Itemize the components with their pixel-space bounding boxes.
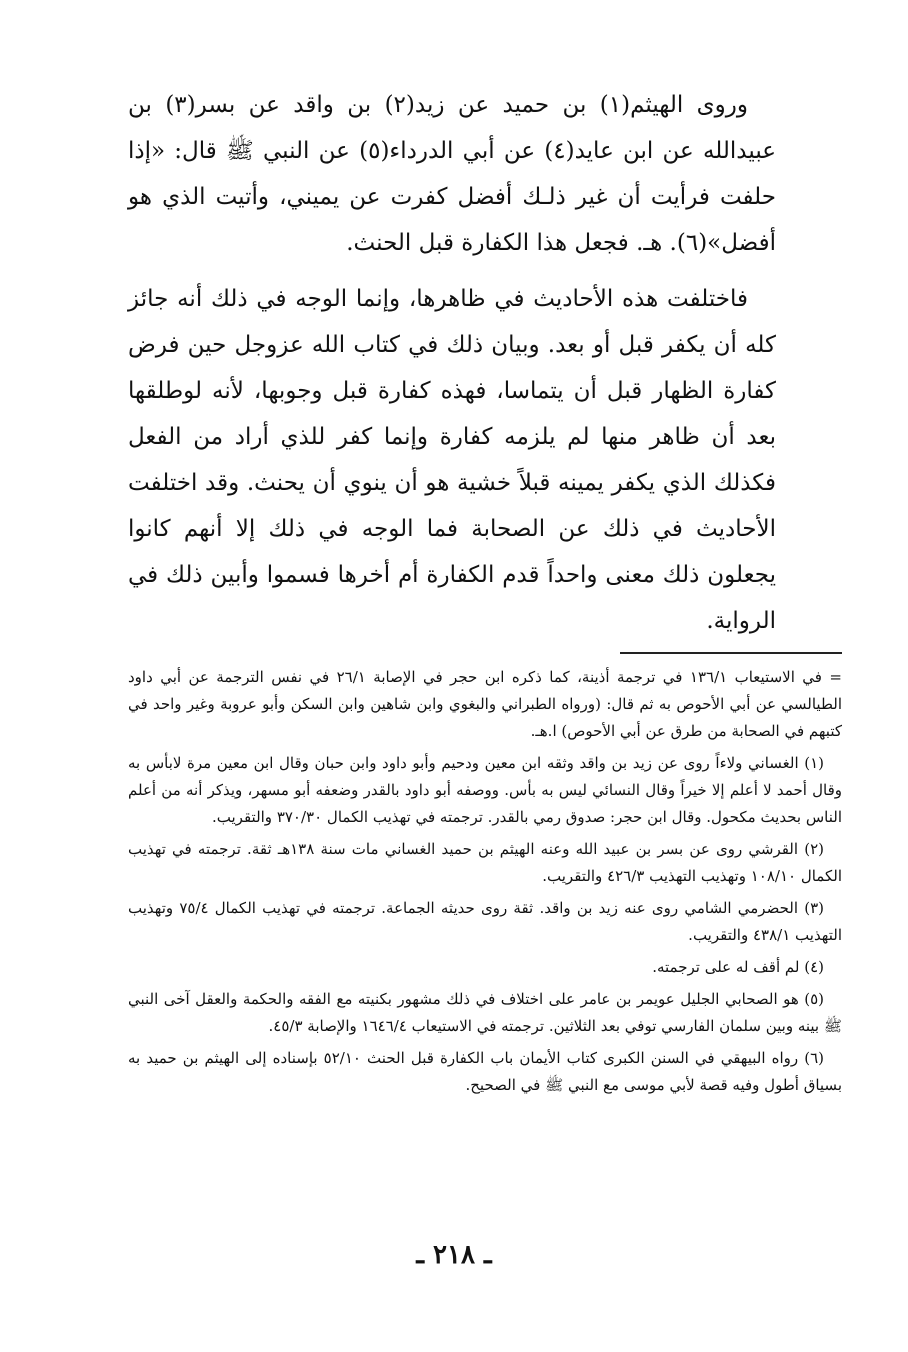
footnote-3: (٣) الحضرمي الشامي روى عنه زيد بن واقد. ثقة روى حديثه الجماعة. ترجمته في تهذيب الكمال ٧٥/٤ وتهذيب التهذيب ٤٣٨/١ والتقريب.	[128, 899, 842, 944]
main-paragraph-2: فاختلفت هذه الأحاديث في ظاهرها، وإنما الوجه في ذلك أنه جائز كله أن يكفر قبل أو بعد. وبيان ذلك في كتاب الله عزوجل حين فرض كفارة الظهار قبل أن يتماسا، فهذه كفارة قبل وجوبها، لأنه لوطلقها بعد أن ظاهر منها لم يلزمه كفارة وإنما كفر للذي أراد من الفعل فكذلك الذي يكفر يمينه قبلاً خشية هو أن ينوي أن يحنث. وقد اختلفت الأحاديث في ذلك عن الصحابة فما الوجه في ذلك إلا أنهم كانوا يجعلون ذلك معنى واحداً قدم الكفارة أم أخرها فسموا وأبين ذلك في الرواية.	[128, 286, 776, 634]
footnotes	[128, 664, 842, 1104]
footnote-6: (٦) رواه البيهقي في السنن الكبرى كتاب الأيمان باب الكفارة قبل الحنث ٥٢/١٠ بإسناده إلى الهيثم بن حميد به بسياق أطول وفيه قصة لأبي موسى مع النبي ﷺ في الصحيح.	[128, 1049, 842, 1094]
footnote-4: (٤) لم أقف له على ترجمته.	[652, 958, 824, 976]
main-text	[128, 82, 776, 654]
footnote-divider	[620, 652, 842, 654]
page-number: ـ ٢١٨ ـ	[416, 1240, 492, 1270]
footnote-1: (١) الغساني ولاءاً روى عن زيد بن واقد وثقه ابن معين ودحيم وأبو داود وابن حبان وقال ابن معين مرة لابأس به وقال أحمد لا أعلم إلا خيراً وقال النسائي ليس به بأس. ووصفه أبو داود بالقدر وضعفه أبو مسهر، ويذكر أنه من أعلم الناس بحديث مكحول. وقال ابن حجر: صدوق رمي بالقدر. ترجمته في تهذيب الكمال ٣٧٠/٣٠ والتقريب.	[128, 754, 842, 826]
footnote-5: (٥) هو الصحابي الجليل عويمر بن عامر على اختلاف في ذلك مشهور بكنيته مع الفقه والحكمة والعقل آخى النبي ﷺ بينه وبين سلمان الفارسي توفي بعد الثلاثين. ترجمته في الاستيعاب ١٦٤٦/٤ والإصابة ٤٥/٣.	[128, 990, 842, 1035]
footnote-continuation: = في الاستيعاب ١٣٦/١ في ترجمة أذينة، كما ذكره ابن حجر في الإصابة ٢٦/١ في نفس الترجمة عن أبي داود الطيالسي عن أبي الأحوص به ثم قال: (ورواه الطبراني والبغوي وابن شاهين وابن السكن وأبو عروبة وغير واحد في كتبهم في الصحابة من طرق عن أبي الأحوص) ا.هـ.	[128, 668, 842, 740]
main-paragraph-1: وروى الهيثم(١) بن حميد عن زيد(٢) بن واقد عن بسر(٣) بن عبيدالله عن ابن عايد(٤) عن أبي الدرداء(٥) عن النبي ﷺ قال: «إذا حلفت فرأيت أن غير ذلـك أفضل كفرت عن يميني، وأتيت الذي هو أفضل»(٦). هـ. فجعل هذا الكفارة قبل الحنث.	[128, 92, 776, 256]
footnote-2: (٢) القرشي روى عن بسر بن عبيد الله وعنه الهيثم بن حميد الغساني مات سنة ١٣٨هـ ثقة. ترجمته في تهذيب الكمال ١٠٨/١٠ وتهذيب التهذيب ٤٢٦/٣ والتقريب.	[128, 840, 842, 885]
